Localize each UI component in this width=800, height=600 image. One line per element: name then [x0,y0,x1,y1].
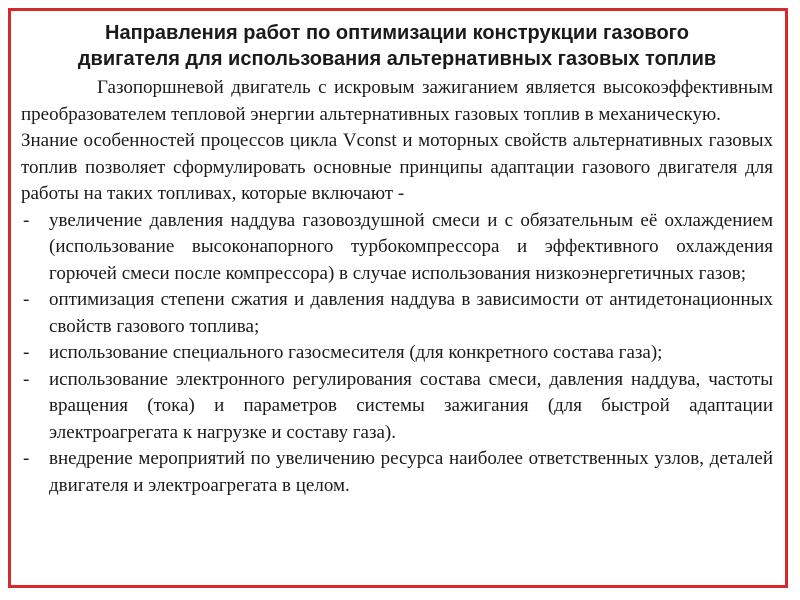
list-item-text: использование специального газосмесителя (для конкретного состава газа); [49,342,663,363]
list-item [21,208,773,288]
list-item-text: оптимизация степени сжатия и давления наддува в зависимости от антидетонационных свойств газового топлива; [49,289,773,337]
bullet-dash: - [23,289,30,310]
bullet-dash: - [23,368,30,390]
slide-title-line-1: Направления работ по оптимизации конструкции газового [105,22,689,44]
principles-list [21,208,773,500]
list-item [21,367,773,447]
slide-title-line-2: двигателя для использования альтернативных газовых топлив [77,48,717,70]
list-item [21,446,773,499]
principles-paragraph: Знание особенностей процессов цикла Vconst и моторных свойств альтернативных газовых топлив позволяет сформулировать основные принципы адаптации газового двигателя для работы на таких топливах, которые включают - [21,130,773,204]
list-item-text: внедрение мероприятий по увеличению ресурса наиболее ответственных узлов, деталей двигателя и электроагрегата в целом. [49,448,773,496]
list-item-text: использование электронного регулирования состава смеси, давления наддува, частоты вращения (тока) и параметров системы зажигания (для быстрой адаптации электроагрегата к нагрузке и составу газа). [49,368,773,443]
intro-paragraph: Газопоршневой двигатель с искровым зажиганием является высокоэффективным преобразователем тепловой энергии альтернативных газовых топлив в механическую. [21,77,773,125]
bullet-dash: - [23,448,30,469]
list-item [21,340,773,367]
bullet-dash: - [23,209,30,231]
slide-title [21,20,773,72]
bullet-dash: - [23,342,30,363]
list-item [21,287,773,340]
list-item-text: увеличение давления наддува газовоздушной смеси и с обязательным её охлаждением (использование высоконапорного турбокомпрессора и эффективного охлаждения горючей смеси после компрессора) в случае использования низкоэнергетичных газов; [49,209,773,284]
slide-content [21,20,773,499]
